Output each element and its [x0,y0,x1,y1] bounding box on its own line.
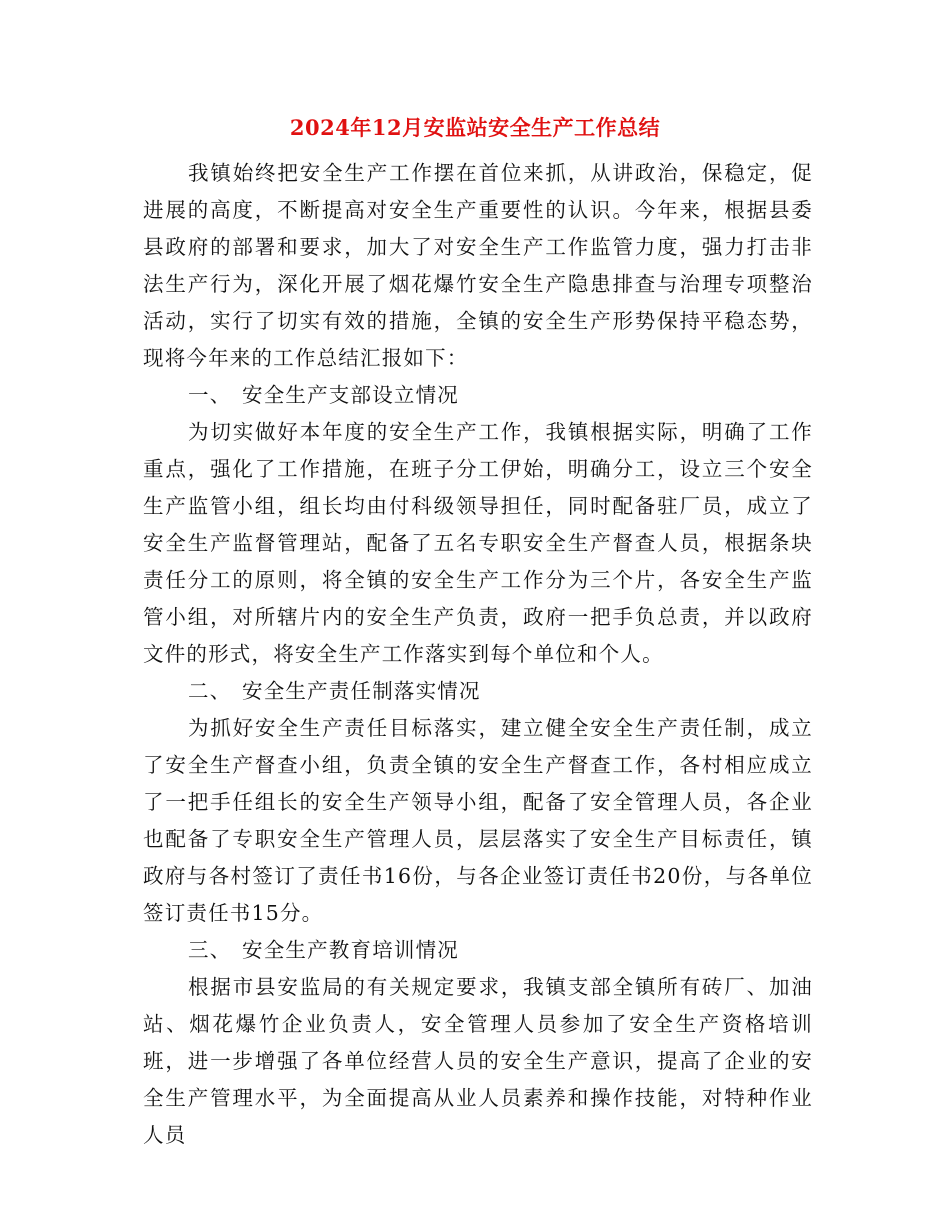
intro-paragraph: 我镇始终把安全生产工作摆在首位来抓，从讲政治，保稳定，促进展的高度，不断提高对安全生产重要性的认识。今年来，根据县委县政府的部署和要求，加大了对安全生产工作监管力度，强力打击非法生产行为，深化开展了烟花爆竹安全生产隐患排查与治理专项整治活动，实行了切实有效的措施，全镇的安全生产形势保持平稳态势，现将今年来的工作总结汇报如下： [143,161,813,370]
section-3-heading [143,932,813,969]
section-2-number: 二、 [188,679,232,703]
section-2-title: 安全生产责任制落实情况 [242,679,481,703]
section-3-title: 安全生产教育培训情况 [242,938,459,962]
section-1-number: 一、 [188,383,232,407]
document-body [143,155,813,1154]
section-1-paragraph: 为切实做好本年度的安全生产工作，我镇根据实际，明确了工作重点，强化了工作措施，在班子分工伊始，明确分工，设立三个安全生产监管小组，组长均由付科级领导担任，同时配备驻厂员，成立了安全生产监督管理站，配备了五名专职安全生产督查人员，根据条块责任分工的原则，将全镇的安全生产工作分为三个片，各安全生产监管小组，对所辖片内的安全生产负责，政府一把手负总责，并以政府文件的形式，将安全生产工作落实到每个单位和个人。 [143,420,813,666]
section-3-paragraph: 根据市县安监局的有关规定要求，我镇支部全镇所有砖厂、加油站、烟花爆竹企业负责人，安全管理人员参加了安全生产资格培训班，进一步增强了各单位经营人员的安全生产意识，提高了企业的安全生产管理水平，为全面提高从业人员素养和操作技能，对特种作业人员 [143,975,813,1147]
section-3-number: 三、 [188,938,232,962]
section-2-heading [143,673,813,710]
section-1-heading [143,377,813,414]
section-2-paragraph: 为抓好安全生产责任目标落实，建立健全安全生产责任制，成立了安全生产督查小组，负责全镇的安全生产督查工作，各村相应成立了一把手任组长的安全生产领导小组，配备了安全管理人员，各企业也配备了专职安全生产管理人员，层层落实了安全生产目标责任，镇政府与各村签订了责任书16份，与各企业签订责任书20份，与各单位签订责任书15分。 [143,716,813,925]
document-title: 2024年12月安监站安全生产工作总结 [289,115,661,140]
section-1-title: 安全生产支部设立情况 [242,383,459,407]
